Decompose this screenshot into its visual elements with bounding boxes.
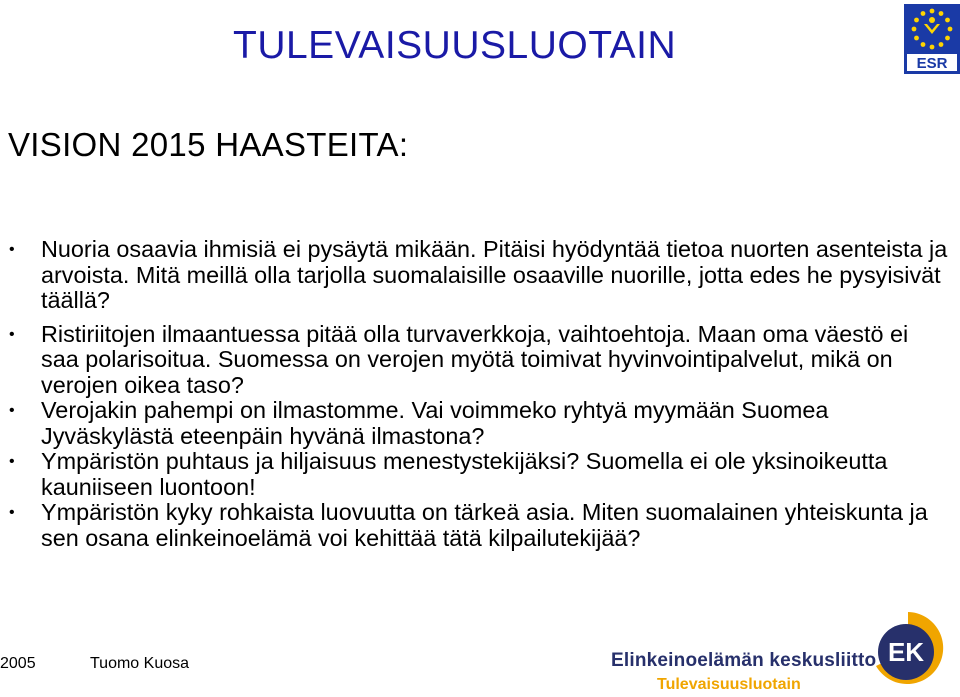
footer-year: 2005	[0, 655, 36, 672]
list-item	[0, 322, 950, 399]
bullet-list	[0, 237, 950, 551]
list-item	[0, 500, 950, 551]
bullet-icon: •	[9, 453, 15, 470]
page-title: TULEVAISUUSLUOTAIN	[233, 24, 677, 67]
ek-logo	[868, 608, 948, 688]
list-item	[0, 237, 950, 314]
list-item	[0, 398, 950, 449]
list-item-text: Ympäristön puhtaus ja hiljaisuus menestystekijäksi? Suomella ei ole yksinoikeutta kauniiseen luontoon!	[41, 448, 888, 500]
bullet-icon: •	[9, 504, 15, 521]
list-item-text: Verojakin pahempi on ilmastomme. Vai voimmeko ryhtyä myymään Suomea Jyväskylästä eteenpäin hyvänä ilmastona?	[41, 397, 829, 449]
bullet-icon: •	[9, 325, 15, 343]
list-item-text: Ympäristön kyky rohkaista luovuutta on tärkeä asia. Miten suomalainen yhteiskunta ja sen osana elinkeinoelämä voi kehittää tätä kilpailutekijää?	[41, 499, 928, 551]
footer-author: Tuomo Kuosa	[90, 655, 190, 672]
esr-logo	[904, 4, 960, 74]
esr-logo-text: ESR	[916, 55, 948, 72]
ek-organization-subtitle: Tulevaisuusluotain	[657, 676, 801, 693]
list-item	[0, 449, 950, 500]
bullet-icon: •	[9, 241, 15, 258]
list-item-text: Nuoria osaavia ihmisiä ei pysäytä mikään. Pitäisi hyödyntää tietoa nuorten asenteista ja arvoista. Mitä meillä olla tarjolla suomalaisille osaaville nuorille, jotta edes he pysyisivät täällä?	[41, 236, 948, 313]
ek-organization-name: Elinkeinoelämän keskusliitto	[611, 650, 877, 671]
list-item-text: Ristiriitojen ilmaantuessa pitää olla turvaverkkoja, vaihtoehtoja. Maan oma väestö ei saa polarisoitua. Suomessa on verojen myötä toimivat hyvinvointipalvelut, mikä on verojen oikea taso?	[41, 320, 909, 398]
bullet-icon: •	[9, 402, 15, 419]
ek-logo-text: EK	[887, 637, 925, 667]
section-heading: VISION 2015 HAASTEITA:	[8, 126, 409, 163]
